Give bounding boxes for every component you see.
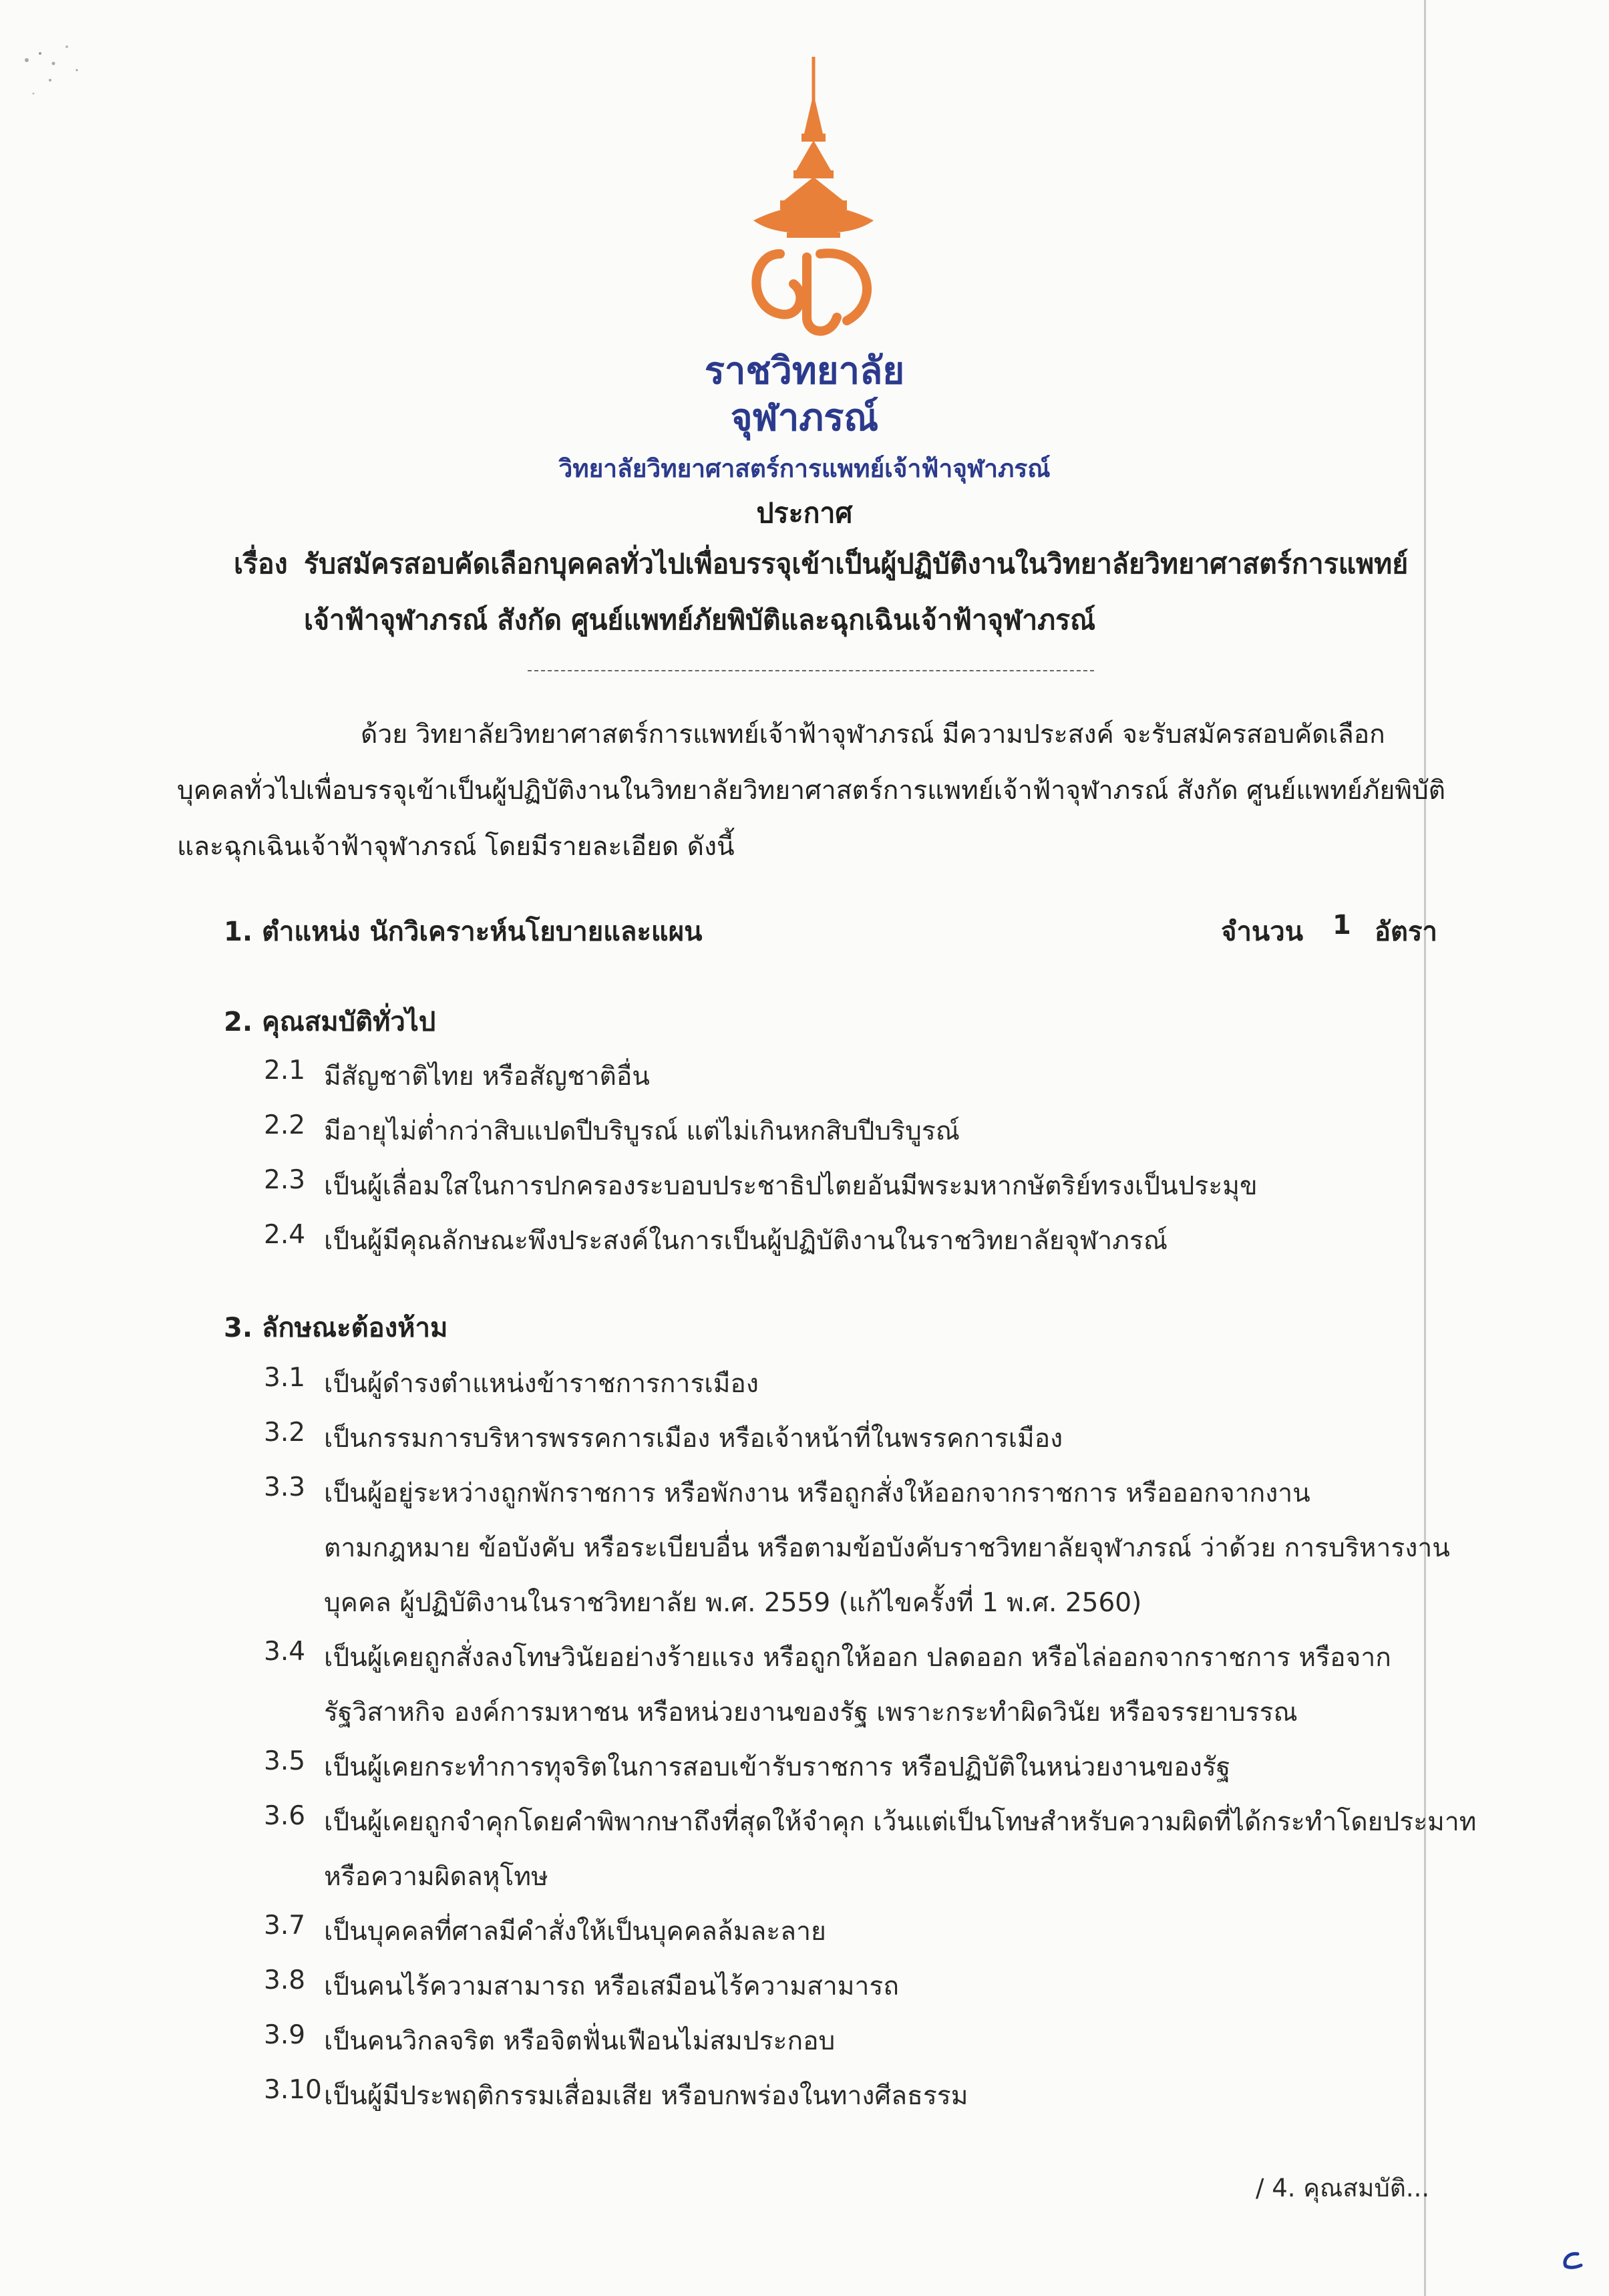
list-item: เป็นคนไร้ความสามารถ หรือเสมือนไร้ความสามารถ: [324, 1971, 899, 2001]
list-item-continued: บุคคล ผู้ปฏิบัติงานในราชวิทยาลัย พ.ศ. 2559 (แก้ไขครั้งที่ 1 พ.ศ. 2560): [324, 1588, 1142, 1618]
subject-label: เรื่อง: [234, 548, 288, 580]
intro-line-3: และฉุกเฉินเจ้าฟ้าจุฬาภรณ์ โดยมีรายละเอียด ดังนี้: [177, 832, 735, 862]
item-number: 3.10: [264, 2075, 322, 2105]
item-number: 2.2: [264, 1110, 306, 1140]
intro-line-1: ด้วย วิทยาลัยวิทยาศาสตร์การแพทย์เจ้าฟ้าจุฬาภรณ์ มีความประสงค์ จะรับสมัครสอบคัดเลือก: [361, 719, 1385, 750]
list-item-continued: หรือความผิดลหุโทษ: [324, 1862, 548, 1892]
position-heading: 1. ตำแหน่ง นักวิเคราะห์นโยบายและแผน: [224, 917, 703, 947]
org-name-line2: จุฬาภรณ์: [730, 396, 879, 440]
list-item: เป็นบุคคลที่ศาลมีคำสั่งให้เป็นบุคคลล้มละลาย: [324, 1917, 826, 1947]
item-number: 3.9: [264, 2020, 306, 2050]
list-item: มีอายุไม่ต่ำกว่าสิบแปดปีบริบูรณ์ แต่ไม่เกินหกสิบปีบริบูรณ์: [324, 1116, 960, 1146]
list-item: เป็นกรรมการบริหารพรรคการเมือง หรือเจ้าหน้าที่ในพรรคการเมือง: [324, 1424, 1063, 1454]
qualifications-heading: 2. คุณสมบัติทั่วไป: [224, 1007, 436, 1037]
item-number: 3.3: [264, 1472, 306, 1502]
scan-specks: [13, 33, 107, 114]
item-number: 2.4: [264, 1220, 306, 1250]
subject-line-1: รับสมัครสอบคัดเลือกบุคคลทั่วไปเพื่อบรรจุเข้าเป็นผู้ปฏิบัติงานในวิทยาลัยวิทยาศาสตร์การแพทย์: [304, 548, 1409, 580]
list-item-continued: ตามกฎหมาย ข้อบังคับ หรือระเบียบอื่น หรือตามข้อบังคับราชวิทยาลัยจุฬาภรณ์ ว่าด้วย การบริหารงาน: [324, 1533, 1450, 1563]
item-number: 3.6: [264, 1801, 306, 1831]
item-number: 2.1: [264, 1055, 306, 1086]
list-item: เป็นผู้มีคุณลักษณะพึงประสงค์ในการเป็นผู้ปฏิบัติงานในราชวิทยาลัยจุฬาภรณ์: [324, 1226, 1168, 1256]
list-item: เป็นผู้เคยถูกจำคุกโดยคำพิพากษาถึงที่สุดให้จำคุก เว้นแต่เป็นโทษสำหรับความผิดที่ได้กระทำโดยประมาท: [324, 1807, 1477, 1837]
pen-mark-icon: [1551, 2247, 1584, 2274]
subject-line-2: เจ้าฟ้าจุฬาภรณ์ สังกัด ศูนย์แพทย์ภัยพิบัติและฉุกเฉินเจ้าฟ้าจุฬาภรณ์: [304, 604, 1096, 636]
list-item: เป็นคนวิกลจริต หรือจิตฟั่นเฟือนไม่สมประกอบ: [324, 2026, 836, 2056]
count-value: 1: [1332, 910, 1351, 941]
announcement-title: ประกาศ: [756, 497, 853, 529]
item-number: 3.7: [264, 1911, 306, 1941]
intro-line-2: บุคคลทั่วไปเพื่อบรรจุเข้าเป็นผู้ปฏิบัติงานในวิทยาลัยวิทยาศาสตร์การแพทย์เจ้าฟ้าจุฬาภรณ์ สังกัด ศูนย์แพทย์ภัยพิบัติ: [177, 776, 1446, 806]
item-number: 3.4: [264, 1637, 306, 1667]
item-number: 3.1: [264, 1363, 306, 1393]
dashed-divider: [528, 670, 1094, 671]
list-item: เป็นผู้ดำรงตำแหน่งข้าราชการการเมือง: [324, 1369, 759, 1399]
count-unit: อัตรา: [1375, 917, 1437, 947]
item-number: 3.5: [264, 1746, 306, 1776]
item-number: 2.3: [264, 1165, 306, 1195]
list-item: มีสัญชาติไทย หรือสัญชาติอื่น: [324, 1061, 650, 1092]
page-continuation: / 4. คุณสมบัติ...: [1256, 2174, 1430, 2202]
prohibitions-heading: 3. ลักษณะต้องห้าม: [224, 1313, 448, 1343]
count-label: จำนวน: [1221, 917, 1304, 947]
list-item: เป็นผู้เคยกระทำการทุจริตในการสอบเข้ารับราชการ หรือปฏิบัติในหน่วยงานของรัฐ: [324, 1752, 1231, 1782]
list-item: เป็นผู้เลื่อมใสในการปกครองระบอบประชาธิปไตยอันมีพระมหากษัตริย์ทรงเป็นประมุข: [324, 1171, 1258, 1201]
org-name-line1: ราชวิทยาลัย: [704, 349, 905, 393]
list-item: เป็นผู้มีประพฤติกรรมเสื่อมเสีย หรือบกพร่องในทางศีลธรรม: [324, 2081, 968, 2111]
college-name: วิทยาลัยวิทยาศาสตร์การแพทย์เจ้าฟ้าจุฬาภรณ์: [558, 454, 1051, 483]
item-number: 3.8: [264, 1965, 306, 1995]
list-item-continued: รัฐวิสาหกิจ องค์การมหาชน หรือหน่วยงานของรัฐ เพราะกระทำผิดวินัย หรือจรรยาบรรณ: [324, 1697, 1298, 1728]
item-number: 3.2: [264, 1418, 306, 1448]
list-item: เป็นผู้อยู่ระหว่างถูกพักราชการ หรือพักงาน หรือถูกสั่งให้ออกจากราชการ หรือออกจากงาน: [324, 1478, 1310, 1508]
college-emblem-logo: [740, 53, 887, 347]
list-item: เป็นผู้เคยถูกสั่งลงโทษวินัยอย่างร้ายแรง หรือถูกให้ออก ปลดออก หรือไล่ออกจากราชการ หรือจาก: [324, 1643, 1391, 1673]
